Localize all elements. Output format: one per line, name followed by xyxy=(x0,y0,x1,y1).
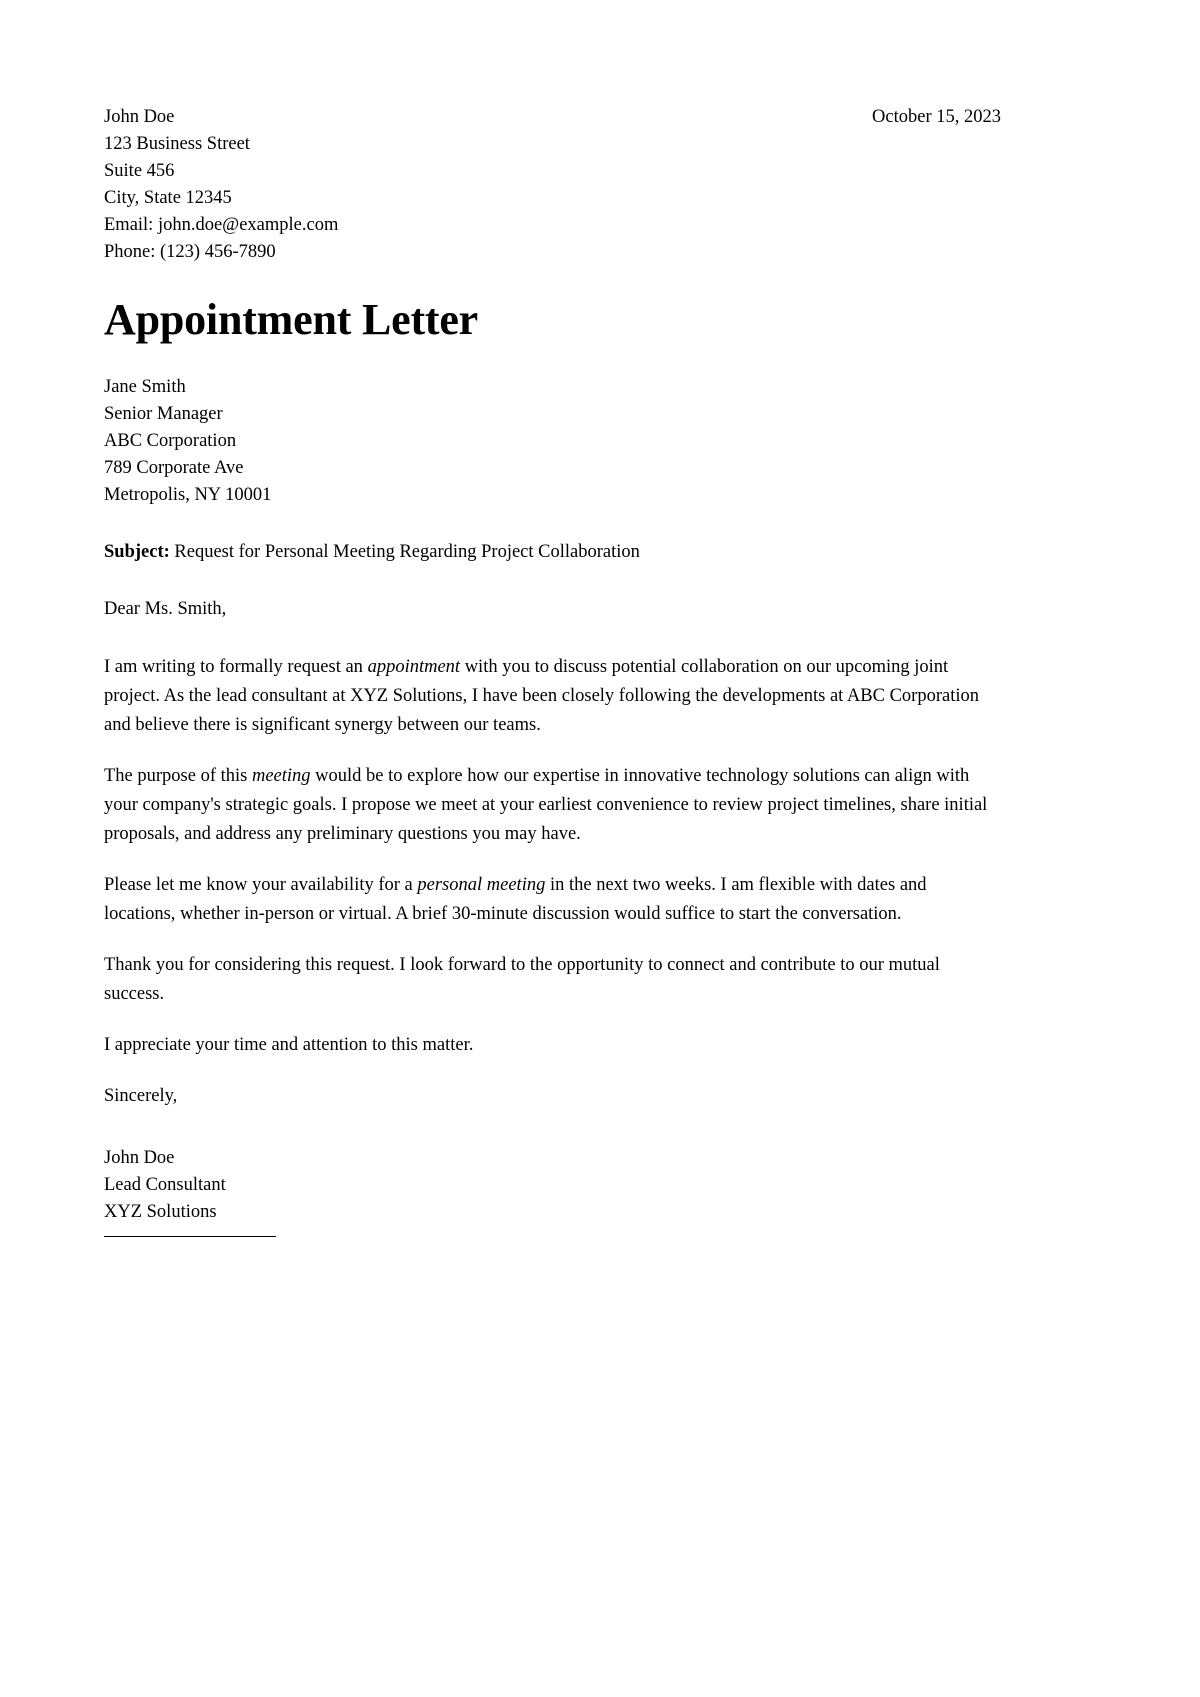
body-paragraph-1 xyxy=(104,653,1001,740)
body-paragraph-4: Thank you for considering this request. I look forward to the opportunity to connect and contribute to our mutual success. xyxy=(104,955,940,1005)
paragraph-2-emphasis: meeting xyxy=(251,766,311,787)
sender-street: 123 Business Street xyxy=(104,134,250,154)
sender-email: Email: john.doe@example.com xyxy=(104,215,339,235)
subject-label: Subject: xyxy=(104,542,170,563)
recipient-name: Jane Smith xyxy=(104,377,186,398)
paragraph-1-text-after: with you to discuss potential collaboration on our upcoming joint project. As the lead consultant at XYZ Solutions, I have been closely following the developments at ABC Corporation and believe there is significant synergy between our teams. xyxy=(104,657,979,736)
sender-phone: Phone: (123) 456-7890 xyxy=(104,242,276,262)
recipient-company: ABC Corporation xyxy=(104,431,237,452)
paragraph-1-emphasis: appointment xyxy=(367,657,461,678)
recipient-city-state-zip: Metropolis, NY 10001 xyxy=(104,485,272,506)
subject-text: Request for Personal Meeting Regarding Project Collaboration xyxy=(169,542,640,563)
letter-content xyxy=(104,104,1001,1237)
paragraph-2-text-before: The purpose of this xyxy=(104,766,252,787)
recipient-street: 789 Corporate Ave xyxy=(104,458,244,479)
sender-address-block xyxy=(104,104,1001,266)
recipient-address-block xyxy=(104,374,1001,509)
sender-city-state-zip: City, State 12345 xyxy=(104,188,232,208)
salutation: Dear Ms. Smith, xyxy=(104,599,227,620)
sender-suite: Suite 456 xyxy=(104,161,175,181)
body-paragraph-3 xyxy=(104,871,1001,929)
signature-rule xyxy=(104,1236,276,1237)
paragraph-3-emphasis: personal meeting xyxy=(417,875,546,896)
paragraph-3-text-before: Please let me know your availability for a xyxy=(104,875,418,896)
body-paragraph-5: I appreciate your time and attention to this matter. xyxy=(104,1035,474,1056)
signature-name: John Doe xyxy=(104,1148,175,1169)
letter-header xyxy=(104,104,1001,272)
letter-date: October 15, 2023 xyxy=(872,107,1001,127)
signature-job-title: Lead Consultant xyxy=(104,1175,226,1196)
signature-block xyxy=(104,1145,1001,1237)
sender-name: John Doe xyxy=(104,107,175,127)
closing-line: Sincerely, xyxy=(104,1086,178,1107)
paragraph-1-text-before: I am writing to formally request an xyxy=(104,657,368,678)
recipient-job-title: Senior Manager xyxy=(104,404,223,425)
page-title: Appointment Letter xyxy=(104,295,479,344)
paragraph-2-text-after: would be to explore how our expertise in innovative technology solutions can align with your company's strategic goals. I propose we meet at your earliest convenience to review project timelines, share initial proposals, and address any preliminary questions you may have. xyxy=(104,766,988,845)
subject-line xyxy=(104,539,1001,566)
signature-company: XYZ Solutions xyxy=(104,1202,217,1223)
body-paragraph-2 xyxy=(104,762,1001,849)
paragraph-3-text-after: in the next two weeks. I am flexible with dates and locations, whether in-person or virtual. A brief 30-minute discussion would suffice to start the conversation. xyxy=(104,875,927,925)
